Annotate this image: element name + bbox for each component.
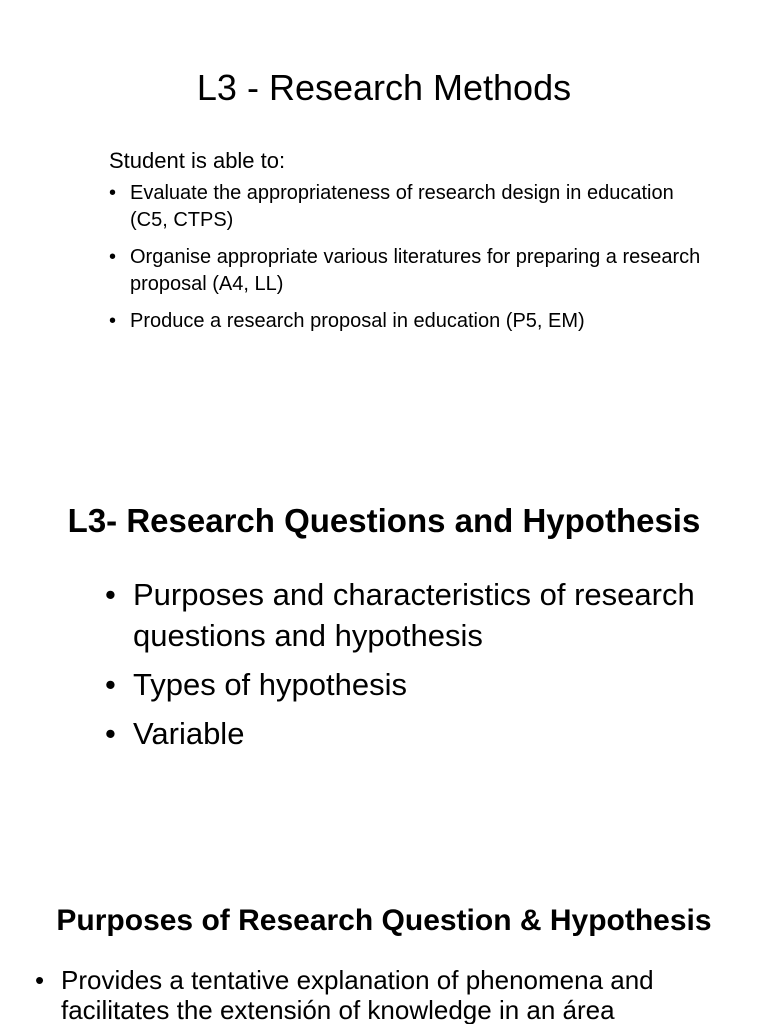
list-item-text: Organise appropriate various literatures for preparing a research proposal (A4, LL) <box>130 246 701 295</box>
list-item-text: Evaluate the appropriateness of research design in education (C5, CTPS) <box>130 182 674 231</box>
bullet-icon: • <box>109 246 117 268</box>
bullet-icon: • <box>105 716 116 751</box>
slide-purposes <box>0 850 768 1024</box>
topics-list <box>105 574 745 762</box>
slide-intro-text: Student is able to: <box>109 148 286 173</box>
list-item <box>109 244 709 298</box>
list-item <box>35 965 755 1024</box>
list-item <box>105 664 745 705</box>
slide-research-questions <box>0 460 768 850</box>
list-item-text: Purposes and characteristics of research questions and hypothesis <box>133 577 695 653</box>
list-item-text: Types of hypothesis <box>133 667 407 702</box>
bullet-icon: • <box>35 965 45 995</box>
list-item-text: Produce a research proposal in education (P5, EM) <box>130 310 585 332</box>
list-item <box>109 308 709 335</box>
slide-title: L3 - Research Methods <box>196 67 572 108</box>
learning-outcomes-list <box>109 180 709 345</box>
bullet-icon: • <box>109 182 117 204</box>
list-item-text: Variable <box>133 716 245 751</box>
slide-title: Purposes of Research Question & Hypothesis <box>56 904 712 937</box>
list-item <box>105 713 745 754</box>
bullet-icon: • <box>105 577 116 612</box>
bullet-icon: • <box>109 310 117 332</box>
purposes-list <box>35 965 755 1024</box>
bullet-icon: • <box>105 667 116 702</box>
list-item <box>109 180 709 234</box>
list-item-text: Provides a tentative explanation of phenomena and facilitates the extensión of knowledge in an área <box>61 965 654 1024</box>
list-item <box>105 574 745 656</box>
slide-title: L3- Research Questions and Hypothesis <box>67 502 701 539</box>
slide-research-methods <box>0 0 768 460</box>
